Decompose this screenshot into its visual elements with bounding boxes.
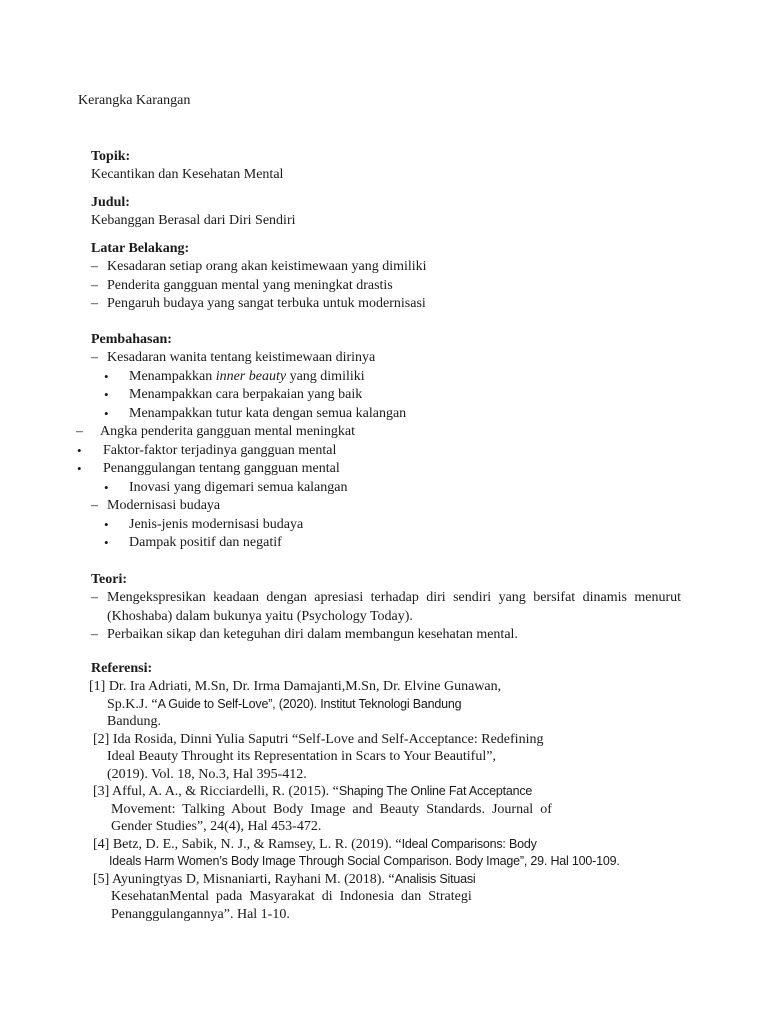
dash-mark: – <box>91 350 98 365</box>
dash-mark: – <box>91 590 98 605</box>
dash-mark: – <box>91 277 98 293</box>
reference-item: [4] Betz, D. E., Sabik, N. J., & Ramsey, L. R. (2019). “Ideal Comparisons: Body Ideals Harm Women’s Body Image Through Social Comparison. Body Image”, 29. Hal 100-109. <box>93 836 620 868</box>
reference-item: [2] Ida Rosida, Dinni Yulia Saputri “Self-Love and Self-Acceptance: Redefining Ideal Beauty Throught its Representation in Scars to Your Beautiful”, (2019). Vol. 18, No.3, Hal 395-412. <box>93 731 544 782</box>
topik-heading: Topik: <box>91 149 131 164</box>
reference-item: [5] Ayuningtyas D, Misnaniarti, Rayhani M. (2018). “Analisis Situasi KesehatanMental pada Masyarakat di Indonesia dan Strategi Penanggulangannya”. Hal 1-10. <box>93 871 476 922</box>
inner-beauty-italic: inner beauty <box>215 368 287 384</box>
list-item: • Menampakkan cara berpakaian yang baik <box>91 386 681 405</box>
bullet-mark: • <box>104 387 109 402</box>
bullet-mark: • <box>104 516 109 532</box>
dash-mark: – <box>91 498 98 513</box>
list-item: – Mengekspresikan keadaan dengan apresiasi terhadap diri sendiri yang bersifat dinamis menurut (Khoshaba) dalam bukunya yaitu (Psychology Today). <box>91 590 681 624</box>
list-item: • Menampakkan tutur kata dengan semua kalangan <box>91 405 681 424</box>
list-item: – Modernisasi budaya <box>91 497 681 516</box>
dash-mark: – <box>91 627 98 642</box>
bullet-mark: • <box>77 461 82 476</box>
teori-heading: Teori: <box>91 572 128 587</box>
list-item: – Pengaruh budaya yang sangat terbuka untuk modernisasi <box>91 295 681 314</box>
list-item: – Kesadaran wanita tentang keistimewaan dirinya <box>91 349 681 368</box>
section-judul <box>91 194 681 231</box>
list-item: • Menampakkan inner beauty yang dimiliki <box>91 368 681 387</box>
section-referensi <box>91 660 681 923</box>
dash-mark: – <box>76 424 83 439</box>
section-pembahasan <box>76 331 681 553</box>
list-item: • Dampak positif dan negatif <box>91 534 681 553</box>
section-topik <box>91 148 681 185</box>
list-item: – Penderita gangguan mental yang meningkat drastis <box>91 277 681 296</box>
list-item: • Inovasi yang digemari semua kalangan <box>91 479 681 498</box>
section-latar-belakang <box>91 240 681 314</box>
reference-item: [1] Dr. Ira Adriati, M.Sn, Dr. Irma Damajanti,M.Sn, Dr. Elvine Gunawan, Sp.K.J. “A Guide to Self-Love”, (2020). Institut Teknologi Bandung Bandung. <box>89 679 502 729</box>
list-item: • Jenis-jenis modernisasi budaya <box>91 516 681 535</box>
section-teori <box>91 571 681 645</box>
list-item: • Penanggulangan tentang gangguan mental <box>91 460 681 479</box>
bullet-mark: • <box>104 479 109 495</box>
bullet-mark: • <box>77 442 82 458</box>
referensi-heading: Referensi: <box>91 661 153 676</box>
list-item: – Angka penderita gangguan mental meningkat <box>91 423 681 442</box>
bullet-mark: • <box>104 405 109 421</box>
reference-item: [3] Afful, A. A., & Ricciardelli, R. (2015). “Shaping The Online Fat Acceptance Movement: Talking About Body Image and Beauty Standards. Journal of Gender Studies”, 24(4), Hal 453-472. <box>93 784 552 834</box>
topik-text: Kecantikan dan Kesehatan Mental <box>91 167 284 182</box>
dash-mark: – <box>91 296 98 311</box>
document-title: Kerangka Karangan <box>78 93 191 108</box>
dash-mark: – <box>91 259 98 274</box>
judul-heading: Judul: <box>91 195 130 210</box>
judul-text: Kebanggan Berasal dari Diri Sendiri <box>91 213 296 228</box>
bullet-mark: • <box>104 535 109 550</box>
bullet-mark: • <box>104 368 109 384</box>
latar-heading: Latar Belakang: <box>91 241 190 256</box>
list-item: • Faktor-faktor terjadinya gangguan mental <box>91 442 681 461</box>
list-item: – Perbaikan sikap dan keteguhan diri dalam membangun kesehatan mental. <box>91 626 681 645</box>
list-item: – Kesadaran setiap orang akan keistimewaan yang dimiliki <box>91 258 681 277</box>
pembahasan-heading: Pembahasan: <box>91 332 172 347</box>
